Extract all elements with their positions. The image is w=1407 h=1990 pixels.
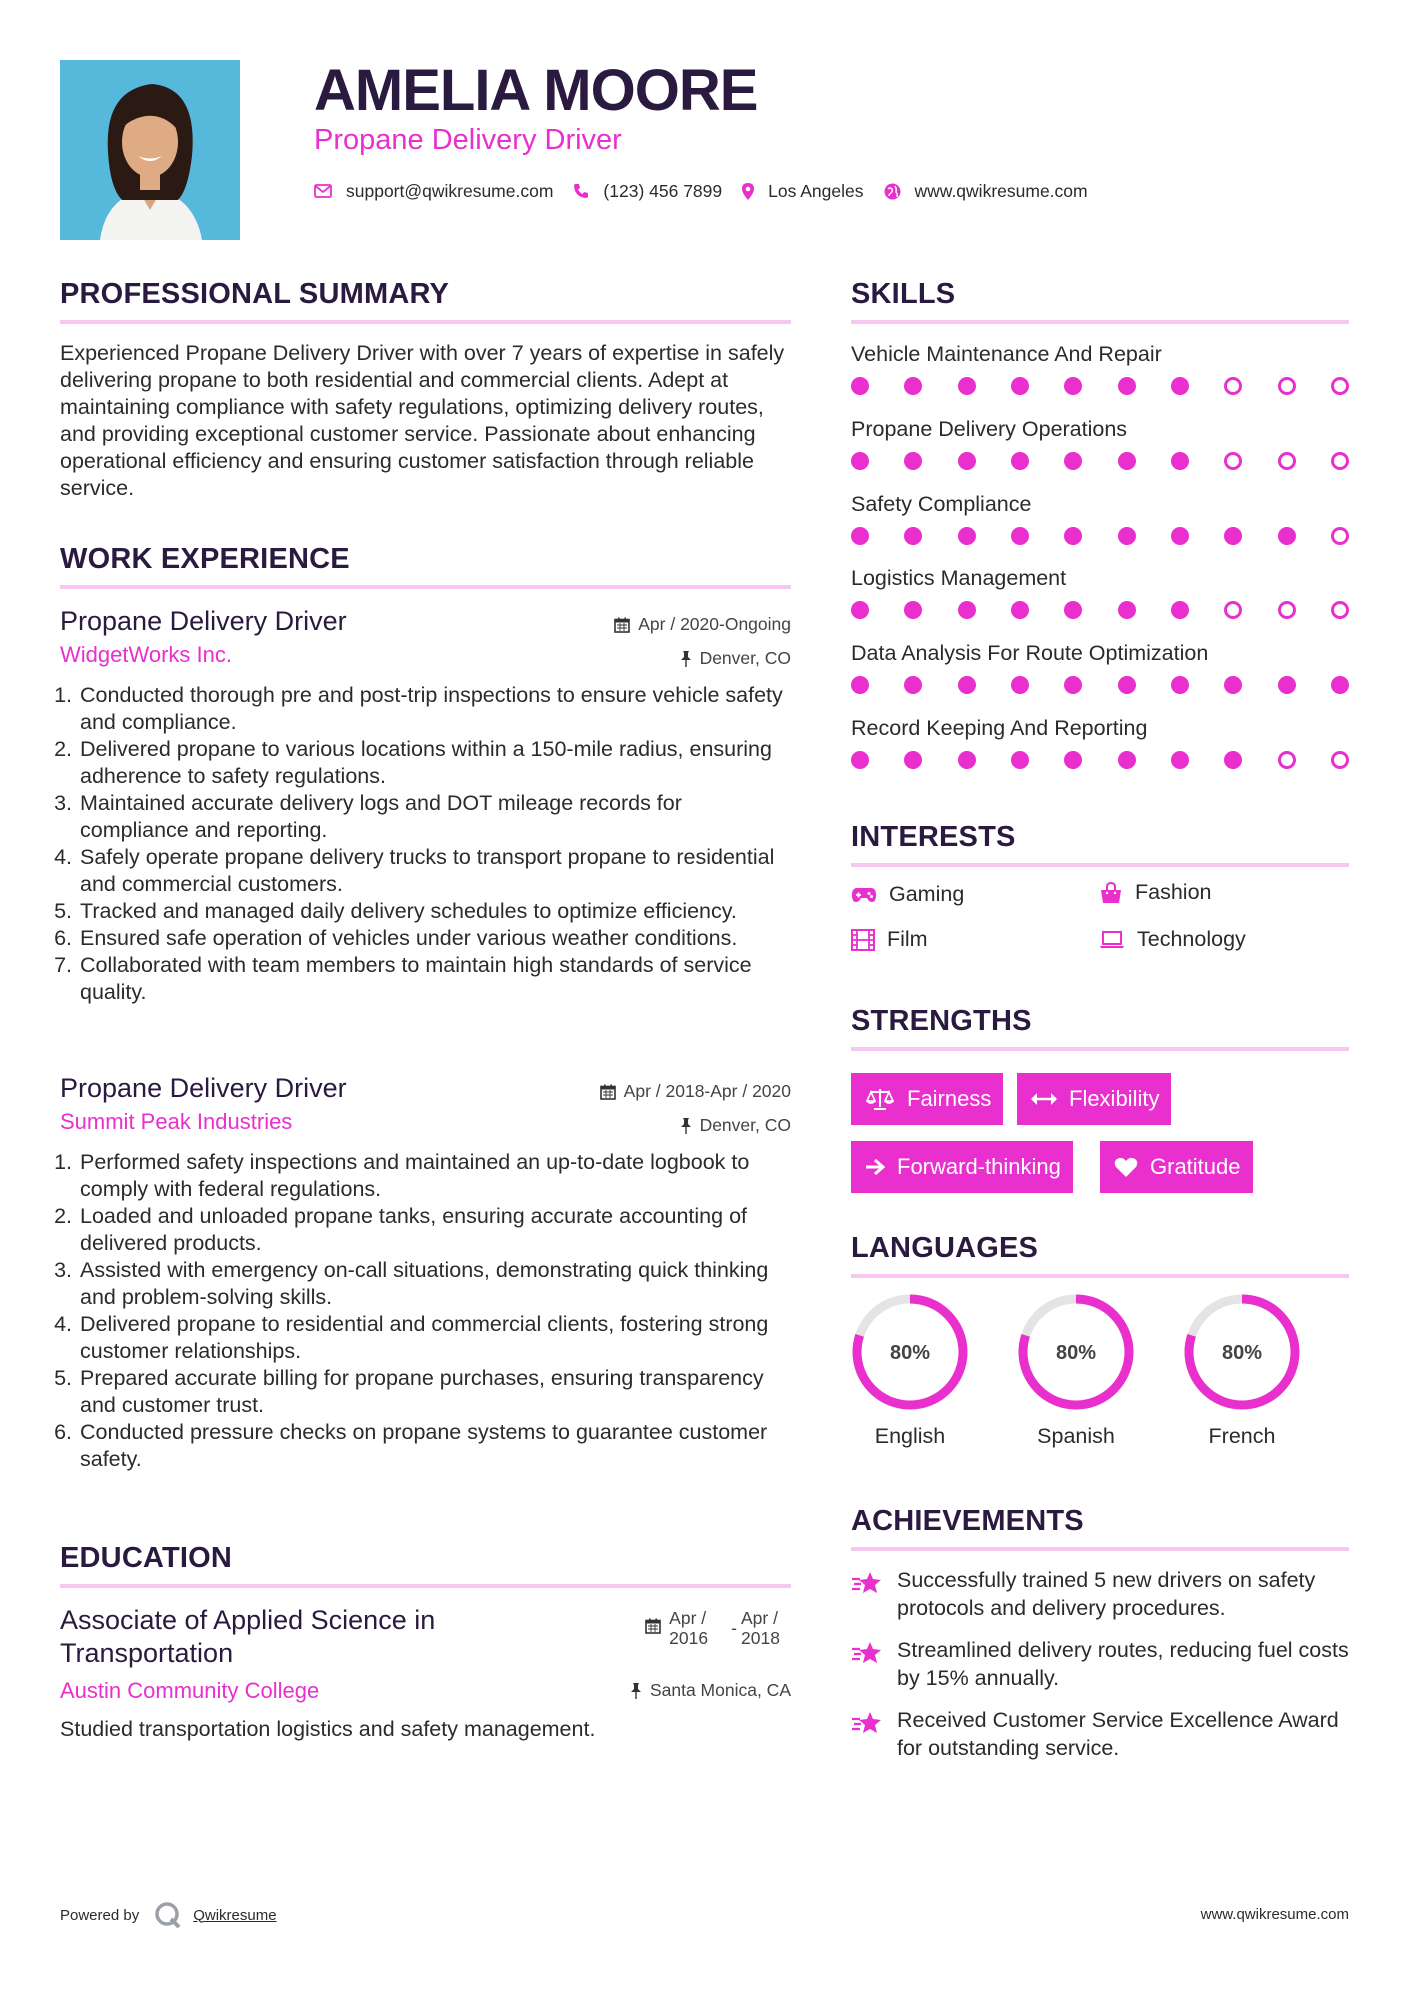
skill-rating [851,452,1349,470]
strength-label: Gratitude [1150,1154,1241,1179]
job-bullets [60,682,791,1006]
rating-dot-filled [1011,751,1029,769]
education-location [630,1680,791,1701]
job-bullet: 5. Tracked and managed daily delivery schedules to optimize efficiency. [78,898,791,925]
map-marker-icon [742,183,754,200]
skill-rating [851,751,1349,769]
rating-dot-filled [851,452,869,470]
rating-dot-filled [1224,676,1242,694]
education-location-text: Santa Monica, CA [649,1680,791,1700]
rating-dot-filled [1224,751,1242,769]
rating-dot-filled [958,751,976,769]
job-entry-2 [60,1071,791,1473]
laptop-icon [1099,931,1125,949]
rating-dot-filled [904,527,922,545]
education-description: Studied transportation logistics and safety management. [60,1717,596,1741]
contact-location-text: Los Angeles [768,180,864,201]
skill-rating [851,527,1349,545]
strength-label: Fairness [907,1086,992,1111]
job-company: WidgetWorks Inc. [60,642,232,667]
job-location [680,1115,791,1136]
job-bullet: 1. Conducted thorough pre and post-trip inspections to ensure vehicle safety and compliance. [78,682,791,736]
rating-dot-filled [1011,527,1029,545]
strength-tag-flexibility [1017,1073,1171,1125]
candidate-title: Propane Delivery Driver [314,124,622,156]
rating-dot-filled [1064,751,1082,769]
experience-heading: WORK EXPERIENCE [60,543,350,575]
skill-item [851,490,1349,545]
contact-phone[interactable] [573,181,722,202]
strengths-divider [851,1047,1349,1051]
pushpin-icon [630,1682,642,1699]
rating-dot-filled [958,601,976,619]
rating-dot-filled [1118,601,1136,619]
summary-text: Experienced Propane Delivery Driver with over 7 years of expertise in safely delivering propane to both residential and commercial clients. Adept at maintaining compliance with safety regulations, optimizing delivery routes, and providing exceptional customer service. Passionate about enhancing operational efficiency and ensuring customer satisfaction through reliable service. [60,341,785,500]
language-name: English [874,1424,946,1448]
job-bullet: 7. Collaborated with team members to maintain high standards of service quality. [78,952,791,1006]
achievements-divider [851,1547,1349,1551]
job-bullet: 2. Loaded and unloaded propane tanks, ensuring accurate accounting of delivered products. [78,1203,791,1257]
calendar-icon [645,1618,661,1634]
rating-dot-filled [1171,377,1189,395]
job-bullet: 3. Assisted with emergency on-call situations, demonstrating quick thinking and problem-solving skills. [78,1257,791,1311]
interest-label: Film [887,927,928,951]
rating-dot-filled [1118,751,1136,769]
rating-dot-filled [958,527,976,545]
strength-tag-forward-thinking [851,1141,1073,1193]
language-percent: 80% [1221,1342,1263,1364]
star-badge-icon [851,1570,883,1596]
rating-dot-empty [1278,601,1296,619]
footer-brand-link[interactable]: Qwikresume [193,1906,277,1924]
job-bullet: 3. Maintained accurate delivery logs and DOT mileage records for compliance and reporting. [78,790,791,844]
job-date [614,614,791,635]
education-date-start: Apr / 2016 [669,1608,709,1648]
summary-heading: PROFESSIONAL SUMMARY [60,278,450,310]
languages-heading: LANGUAGES [851,1232,1039,1264]
globe-icon [884,183,901,200]
skills-heading: SKILLS [851,278,956,310]
skill-name: Safety Compliance [851,492,1032,516]
gamepad-icon [851,887,877,903]
language-name: French [1208,1424,1276,1448]
skill-name: Propane Delivery Operations [851,417,1128,441]
contact-bar [314,176,1108,206]
job-bullet: 6. Ensured safe operation of vehicles under various weather conditions. [78,925,791,952]
rating-dot-filled [851,751,869,769]
education-heading: EDUCATION [60,1542,233,1574]
strength-label: Flexibility [1069,1086,1160,1111]
rating-dot-filled [1064,527,1082,545]
pushpin-icon [680,650,692,667]
contact-website[interactable] [884,181,1088,202]
job-bullet: 5. Prepared accurate billing for propane purchases, ensuring transparency and customer trust. [78,1365,791,1419]
rating-dot-empty [1331,452,1349,470]
skill-item [851,340,1349,395]
job-date-text: Apr / 2020-Ongoing [638,614,791,634]
rating-dot-filled [1224,527,1242,545]
skill-item [851,639,1349,694]
education-entry [60,1604,791,1743]
skill-name: Record Keeping And Reporting [851,716,1148,740]
summary-divider [60,320,791,324]
job-location-text: Denver, CO [699,648,791,668]
education-divider [60,1584,791,1588]
rating-dot-empty [1224,601,1242,619]
achievement-text: Received Customer Service Excellence Award for outstanding service. [897,1708,1339,1760]
achievements-heading: ACHIEVEMENTS [851,1505,1084,1537]
language-proficiency-ring [1014,1290,1138,1414]
skill-rating [851,676,1349,694]
envelope-icon [314,184,332,198]
languages-divider [851,1274,1349,1278]
rating-dot-filled [1278,527,1296,545]
job-bullet: 4. Delivered propane to residential and commercial clients, fostering strong customer relationships. [78,1311,791,1365]
job-location-text: Denver, CO [699,1115,791,1135]
experience-divider [60,585,791,589]
star-badge-icon [851,1640,883,1666]
language-item [1011,1290,1141,1449]
education-date-separator: - [731,1618,737,1638]
footer-website[interactable]: www.qwikresume.com [1200,1906,1349,1923]
contact-location [742,181,863,202]
job-bullet: 6. Conducted pressure checks on propane systems to guarantee customer safety. [78,1419,791,1473]
skill-rating [851,601,1349,619]
achievement-item [851,1636,1349,1692]
rating-dot-filled [851,676,869,694]
arrows-horizontal-icon [1031,1092,1057,1106]
rating-dot-filled [1118,527,1136,545]
powered-by-text: Powered by [60,1906,140,1924]
strength-tag-fairness [851,1073,1003,1125]
interests-divider [851,863,1349,867]
candidate-name: AMELIA MOORE [314,58,758,123]
rating-dot-filled [851,527,869,545]
contact-email[interactable] [314,181,553,202]
skill-rating [851,377,1349,395]
rating-dot-filled [1171,527,1189,545]
contact-phone-text: (123) 456 7899 [603,180,723,201]
rating-dot-empty [1278,377,1296,395]
rating-dot-empty [1331,377,1349,395]
calendar-icon [600,1084,616,1100]
job-title: Propane Delivery Driver [60,606,347,636]
shopping-bag-icon [1099,882,1123,904]
rating-dot-filled [958,676,976,694]
interest-label: Technology [1137,927,1246,951]
skills-divider [851,320,1349,324]
strength-tag-gratitude [1100,1141,1253,1193]
rating-dot-filled [1011,377,1029,395]
rating-dot-filled [1278,676,1296,694]
balance-scale-icon [865,1088,895,1110]
footer-powered-by [60,1900,277,1930]
rating-dot-filled [1064,377,1082,395]
rating-dot-filled [851,377,869,395]
rating-dot-empty [1224,377,1242,395]
qwikresume-logo-icon [153,1900,183,1930]
achievement-item [851,1706,1349,1762]
interest-film [851,927,928,952]
heart-icon [1114,1157,1138,1178]
achievement-text: Successfully trained 5 new drivers on safety protocols and delivery procedures. [897,1568,1316,1620]
rating-dot-filled [1011,676,1029,694]
job-bullet: 1. Performed safety inspections and maintained an up-to-date logbook to comply with federal regulations. [78,1149,791,1203]
strengths-heading: STRENGTHS [851,1005,1032,1037]
job-bullet: 2. Delivered propane to various locations within a 150-mile radius, ensuring adherence to safety regulations. [78,736,791,790]
language-proficiency-ring [1180,1290,1304,1414]
interest-label: Fashion [1135,880,1212,904]
job-date-text: Apr / 2018-Apr / 2020 [623,1081,791,1101]
arrow-right-icon [865,1158,885,1176]
rating-dot-empty [1331,527,1349,545]
degree-title: Associate of Applied Science in Transportation [60,1605,436,1668]
rating-dot-filled [851,601,869,619]
language-item [845,1290,975,1449]
job-location [680,648,791,669]
calendar-icon [614,617,630,633]
interest-fashion [1099,880,1212,905]
job-bullets [60,1149,791,1473]
rating-dot-filled [904,601,922,619]
rating-dot-empty [1278,452,1296,470]
rating-dot-empty [1331,751,1349,769]
rating-dot-filled [1171,676,1189,694]
rating-dot-empty [1278,751,1296,769]
interests-heading: INTERESTS [851,821,1016,853]
rating-dot-filled [958,452,976,470]
language-proficiency-ring [848,1290,972,1414]
film-icon [851,929,875,951]
pushpin-icon [680,1117,692,1134]
rating-dot-filled [904,452,922,470]
job-title: Propane Delivery Driver [60,1073,347,1103]
achievement-text: Streamlined delivery routes, reducing fuel costs by 15% annually. [897,1638,1349,1690]
rating-dot-empty [1331,601,1349,619]
job-bullet: 4. Safely operate propane delivery trucks to transport propane to residential and commercial customers. [78,844,791,898]
interest-technology [1099,927,1246,952]
rating-dot-filled [904,751,922,769]
language-percent: 80% [889,1342,931,1364]
rating-dot-filled [1011,452,1029,470]
skill-item [851,415,1349,470]
rating-dot-filled [1011,601,1029,619]
phone-icon [573,183,589,199]
job-entry-1 [60,604,791,1006]
contact-website-text: www.qwikresume.com [914,180,1088,201]
profile-photo [60,60,240,240]
rating-dot-filled [1118,377,1136,395]
skill-name: Vehicle Maintenance And Repair [851,342,1162,366]
strength-label: Forward-thinking [897,1154,1061,1179]
star-badge-icon [851,1710,883,1736]
language-name: Spanish [1037,1424,1115,1448]
rating-dot-filled [1331,676,1349,694]
rating-dot-filled [1118,452,1136,470]
education-date [645,1608,791,1648]
rating-dot-filled [1064,452,1082,470]
job-date [600,1081,791,1102]
interest-label: Gaming [889,882,965,906]
rating-dot-filled [1171,452,1189,470]
skill-name: Logistics Management [851,566,1067,590]
education-date-end: Apr / 2018 [741,1608,780,1648]
skill-item [851,714,1349,769]
language-item [1177,1290,1307,1449]
interest-gaming [851,882,964,907]
rating-dot-empty [1224,452,1242,470]
language-percent: 80% [1055,1342,1097,1364]
rating-dot-filled [1118,676,1136,694]
achievement-item [851,1566,1349,1622]
school-name: Austin Community College [60,1678,320,1703]
skill-item [851,564,1349,619]
rating-dot-filled [958,377,976,395]
rating-dot-filled [1171,601,1189,619]
rating-dot-filled [904,377,922,395]
skill-name: Data Analysis For Route Optimization [851,641,1209,665]
contact-email-text: support@qwikresume.com [346,180,554,201]
job-company: Summit Peak Industries [60,1109,293,1134]
rating-dot-filled [1064,601,1082,619]
rating-dot-filled [904,676,922,694]
rating-dot-filled [1171,751,1189,769]
rating-dot-filled [1064,676,1082,694]
